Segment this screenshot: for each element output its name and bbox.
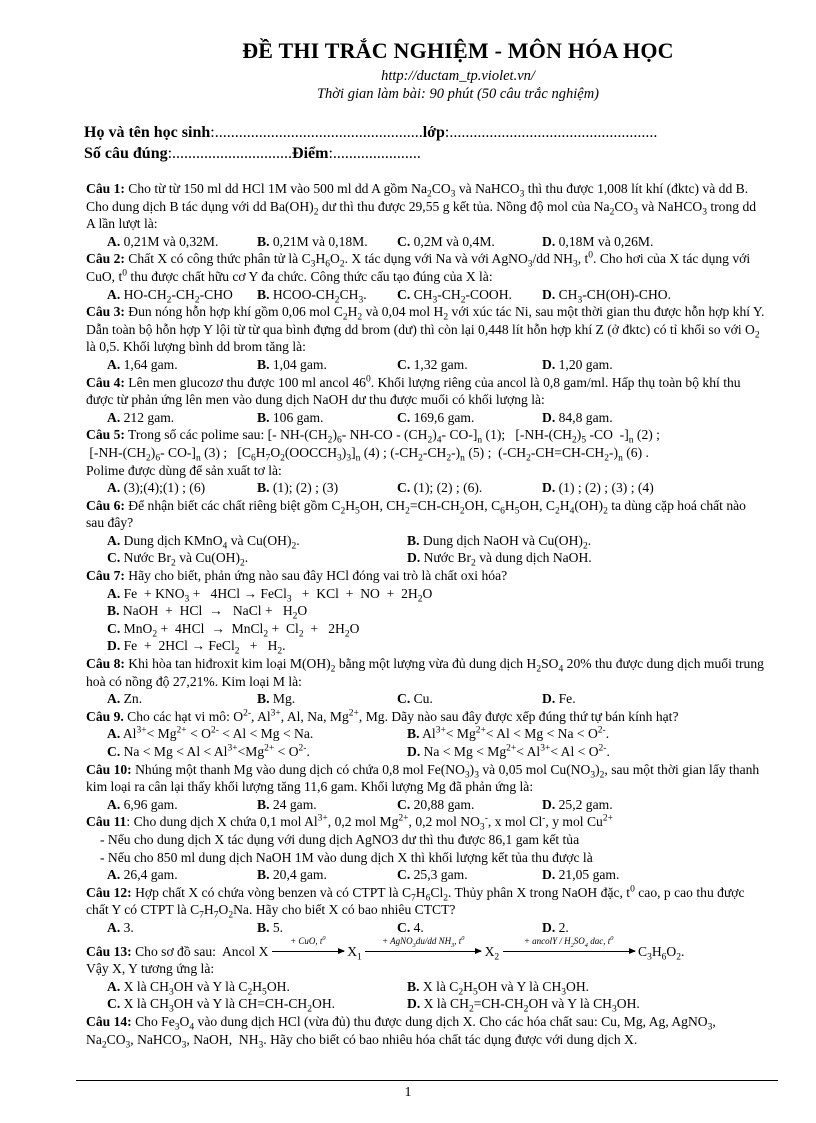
- option-c[interactable]: C. $CH_3-CH_2$-COOH.: [397, 286, 512, 306]
- option-d[interactable]: D. Nước $Br_2$ và dung dịch NaOH.: [407, 550, 592, 570]
- answer-options: [86, 356, 766, 374]
- option-a[interactable]: A. (3);(4);(1) ; (6): [107, 480, 206, 496]
- answer-options: [86, 866, 766, 884]
- option-b[interactable]: B. 20,4 gam.: [257, 867, 327, 883]
- option-c[interactable]: C. Nước $Br_2$ và $Cu(OH)_2$.: [107, 550, 249, 570]
- option-a[interactable]: A. Zn.: [107, 691, 143, 707]
- answer-options: [86, 409, 766, 427]
- question-11-case-1: - Nếu cho dung dịch X tác dụng với dung dịch AgNO3 dư thì thu được 86,1 gam kết tủa: [100, 831, 580, 847]
- option-c[interactable]: C. Cu.: [397, 691, 433, 707]
- option-b[interactable]: B. NaOH + HCl → NaCl + $H_2O$: [107, 603, 308, 622]
- exam-title: ĐỀ THI TRẮC NGHIỆM - MÔN HÓA HỌC: [242, 38, 674, 63]
- option-d[interactable]: D. 25,2 gam.: [542, 796, 613, 812]
- option-c[interactable]: C. 169,6 gam.: [397, 409, 475, 425]
- option-a[interactable]: A. $Fe + KNO_3 + 4HCl$ → FeCl$_3$ + KCl + NO + $2H_2O$: [107, 585, 433, 605]
- question-14: Câu 14: Cho $Fe_3O_4$ vào dung dịch HCl (vừa đủ) thu được dung dịch X. Cho các hóa chất sau: Cu, Mg, Ag, AgNO$_3$, $Na_2CO_3$, NaHCO$_3$, NaOH, $NH_3$. Hãy cho biết có bao nhiêu hóa chất tác dụng được với dung dịch X.: [86, 1013, 716, 1051]
- time-limit: Thời gian làm bài: 90 phút (50 câu trắc nghiệm): [316, 86, 599, 102]
- option-a[interactable]: A. 0,21M và 0,32M.: [107, 233, 219, 249]
- option-b[interactable]: B. Mg.: [257, 691, 296, 707]
- option-d[interactable]: D. Fe + 2HCl → FeCl$_2$ + $H_2$.: [107, 638, 286, 658]
- option-c[interactable]: C. X là $CH_3OH$ và Y là $CH=CH-CH_2OH$.: [107, 996, 336, 1016]
- option-b[interactable]: B. 1,04 gam.: [257, 356, 327, 372]
- option-b[interactable]: B. 106 gam.: [257, 409, 324, 425]
- answer-options: [86, 479, 766, 497]
- reaction-arrow: + CuO, $t^0$: [272, 943, 344, 961]
- option-d[interactable]: D. 21,05 gam.: [542, 867, 620, 883]
- name-label: Họ và tên học sinh: [84, 124, 211, 141]
- name-field[interactable]: :....................................................: [210, 124, 423, 141]
- option-b[interactable]: B. HCOO-$CH_2CH_3$.: [257, 286, 367, 306]
- option-c[interactable]: C. 1,32 gam.: [397, 356, 468, 372]
- option-c[interactable]: C. (1); (2) ; (6).: [397, 480, 483, 496]
- option-a[interactable]: A. X là $CH_3OH$ và Y là $C_2H_5OH$.: [107, 978, 290, 998]
- answer-options: [86, 549, 766, 570]
- option-d[interactable]: D. 0,18M và 0,26M.: [542, 233, 654, 249]
- source-url[interactable]: http://ductam_tp.violet.vn/: [381, 68, 535, 84]
- option-d[interactable]: D. 2.: [542, 919, 569, 935]
- correct-field[interactable]: :..............................: [167, 145, 293, 162]
- answer-options: [86, 286, 766, 304]
- question-4: Câu 4: Lên men glucozơ thu được 100 ml ancol $46^0$. Khối lượng riêng của ancol là 0,8 gam/ml. Hấp thụ toàn bộ khí thu được từ phản ứng lên men vào dung dịch NaOH dư thu được muối có khối lượng là:: [86, 374, 741, 408]
- option-d[interactable]: D. 1,20 gam.: [542, 356, 613, 372]
- question-11-case-2: - Nếu cho 850 ml dung dịch NaOH 1M vào dung dịch X thì khối lượng kết tủa thu được là: [100, 849, 593, 865]
- question-5: Câu 5: Trong số các polime sau: [- $NH-(CH_2)_6-$ $NH-CO - (CH_2)_4-$ $CO-]_n$ (1); [$-NH-(CH_2)_5$ -CO $-]_n$ (2) ; [$-NH-(CH_2)_6-$ $CO-]_n$ (3) ; $[C_6H_7O_2(OOCCH_3)_3]_n$ (4) ; $(-CH_2-CH_2-)_n$ (5) ; $(-CH_2-CH=CH-CH_2-)_n$ (6) . Polime được dùng để sản xuất tơ là:: [86, 427, 660, 478]
- class-field[interactable]: :....................................................: [444, 124, 658, 141]
- answer-options: [86, 978, 766, 996]
- reaction-arrow: + ancolY / $H_2SO_4$ dac, $t^0$: [503, 943, 635, 961]
- option-c[interactable]: C. 25,3 gam.: [397, 867, 468, 883]
- option-b[interactable]: B. 0,21M và 0,18M.: [257, 233, 368, 249]
- option-d[interactable]: D. $Na < Mg < Mg^{2+}< Al^{3+}< Al < O^{2-}$.: [407, 743, 610, 759]
- answer-options: [86, 532, 766, 550]
- score-line: [84, 145, 421, 163]
- option-c[interactable]: C. $Na < Mg < Al < Al^{3+}<Mg^{2+} < O^{2-}$.: [107, 743, 310, 759]
- question-12: Câu 12: Hợp chất X có chứa vòng benzen và có CTPT là $C_7H_6Cl_2$. Thủy phân X trong NaOH đặc, $t^0$ cao, p cao thu được chất Y có CTPT là $C_7H_7O_2Na$. Hãy cho biết X có bao nhiêu CTCT?: [86, 884, 745, 922]
- question-list: [86, 180, 766, 1051]
- option-a[interactable]: A. Dung dịch KMnO$_4$ và $Cu(OH)_2$.: [107, 532, 300, 552]
- option-b[interactable]: B. X là $C_2H_5OH$ và Y là $CH_3OH$.: [407, 978, 590, 998]
- question-1: Câu 1: Cho từ từ 150 ml dd HCl 1M vào 500 ml dd A gồm $Na_2CO_3$ và NaHCO$_3$ thì thu được 1,008 lít khí (đktc) và dd B. Cho dung dịch B tác dụng với dd $Ba(OH)_2$ dư thì thu được 29,55 g kết tủa. Nồng độ mol của $Na_2CO_3$ và NaHCO$_3$ trong dd A lần lượt là:: [86, 181, 757, 232]
- option-b[interactable]: B. 5.: [257, 919, 284, 935]
- option-a[interactable]: A. 6,96 gam.: [107, 796, 178, 812]
- correct-label: Số câu đúng: [84, 145, 168, 162]
- answer-options: [86, 725, 766, 743]
- question-10: Câu 10: Nhúng một thanh Mg vào dung dịch có chứa 0,8 mol $Fe(NO_3)_3$ và 0,05 mol $Cu(NO_3)_2$, sau một thời gian lấy thanh kim loại ra cân lại thấy khối lượng tăng 11,6 gam. Khối lượng Mg đã phản ứng là:: [86, 761, 760, 795]
- answer-options: [86, 743, 766, 761]
- option-b[interactable]: B. Dung dịch NaOH và $Cu(OH)_2$.: [407, 532, 592, 552]
- option-b[interactable]: B. (1); (2) ; (3): [257, 480, 339, 496]
- option-d[interactable]: D. (1) ; (2) ; (3) ; (4): [542, 480, 654, 496]
- option-a[interactable]: A. $Al^{3+}< Mg^{2+} < O^{2-} < Al < Mg < Na$.: [107, 725, 314, 742]
- score-field[interactable]: :......................: [328, 145, 421, 162]
- question-3: Câu 3: Đun nóng hỗn hợp khí gồm 0,06 mol $C_2H_2$ và 0,04 mol $H_2$ với xúc tác Ni, sau một thời gian thu được hỗn hợp khí Y. Dẫn toàn bộ hỗn hợp Y lội từ từ qua bình đựng dd brom (dư) thì còn lại 0,448 lít hỗn hợp khí Z (ở đktc) có tỉ khối so với $O_2$ là 0,5. Khối lượng bình dd brom tăng là:: [86, 304, 765, 355]
- option-c[interactable]: C. 20,88 gam.: [397, 796, 475, 812]
- option-d[interactable]: D. 84,8 gam.: [542, 409, 613, 425]
- option-a[interactable]: A. 1,64 gam.: [107, 356, 178, 372]
- student-name-line: [84, 124, 657, 142]
- option-b[interactable]: B. $Al^{3+}< Mg^{2+}< Al < Mg < Na < O^{2-}$.: [407, 725, 610, 742]
- option-a[interactable]: A. 3.: [107, 919, 134, 935]
- question-13: Câu 13: Cho sơ đồ sau: Ancol X + CuO, $t^0$ $X_1$ + AgNO$_3$du/dd $NH_3$, $t^0$ $X_2$ + ancolY / $H_2SO_4$ dac, $t^0$ $C_3H_6O_2$. Vậy X, Y tương ứng là:: [86, 934, 685, 977]
- option-a[interactable]: A. 26,4 gam.: [107, 867, 178, 883]
- page-number: 1: [404, 1085, 412, 1100]
- answer-options: [86, 995, 766, 1016]
- reaction-arrow: + AgNO$_3$du/dd $NH_3$, $t^0$: [365, 943, 481, 961]
- question-8: Câu 8: Khi hòa tan hiđroxit kim loại $M(OH)_2$ bằng một lượng vừa đủ dung dịch $H_2SO_4$ 20% thu được dung dịch muối trung hoà có nồng độ 27,21%. Kim loại M là:: [86, 656, 764, 689]
- footer-divider: [76, 1080, 778, 1081]
- option-c[interactable]: C. 4.: [397, 919, 424, 935]
- option-d[interactable]: D. Fe.: [542, 691, 576, 707]
- score-label: Điểm: [292, 145, 329, 162]
- option-d[interactable]: D. $CH_3-CH(OH)$-CHO.: [542, 286, 672, 306]
- option-a[interactable]: A. 212 gam.: [107, 409, 175, 425]
- option-c[interactable]: C. MnO$_2$ + 4HCl → MnCl$_2$ + $Cl_2 + 2H_2O$: [107, 620, 360, 640]
- question-7: Câu 7: Hãy cho biết, phản ứng nào sau đây HCl đóng vai trò là chất oxi hóa?: [86, 568, 508, 584]
- option-b[interactable]: B. 24 gam.: [257, 796, 317, 812]
- answer-options: [86, 233, 766, 251]
- option-c[interactable]: C. 0,2M và 0,4M.: [397, 233, 495, 249]
- answer-options: [86, 690, 766, 708]
- option-d[interactable]: D. X là $CH_2=CH-CH_2OH$ và Y là $CH_3OH$.: [407, 996, 640, 1016]
- class-label: lớp: [422, 124, 445, 141]
- question-9: Câu 9. Cho các hạt vi mô: $O^{2-}$, $Al^{3+}$, Al, Na, $Mg^{2+}$, Mg. Dãy nào sau đây được xếp đúng thứ tự bán kính hạt?: [86, 708, 679, 724]
- option-a[interactable]: A. $HO-CH_2-CH_2$-CHO: [107, 286, 233, 306]
- question-2: Câu 2: Chất X có công thức phân tử là $C_3H_6O_2$. X tác dụng với Na và với AgNO$_3$/dd $NH_3$, $t^0$. Cho hơi của X tác dụng với CuO, $t^0$ thu được chất hữu cơ Y đa chức. Công thức cấu tạo đúng của X là:: [86, 250, 751, 284]
- question-11: Câu 11: Cho dung dịch X chứa 0,1 mol $Al^{3+}$, 0,2 mol $Mg^{2+}$, 0,2 mol $NO_3^-$, x mol Cl-, y mol $Cu^{2+}$: [86, 813, 613, 834]
- answer-options: [86, 796, 766, 814]
- question-6: Câu 6: Để nhận biết các chất riêng biệt gồm $C_2H_5OH$, $CH_2=CH-CH_2OH$, $C_6H_5OH$, $C_2H_4(OH)_2$ ta dùng cặp hoá chất nào sau đây?: [86, 497, 746, 531]
